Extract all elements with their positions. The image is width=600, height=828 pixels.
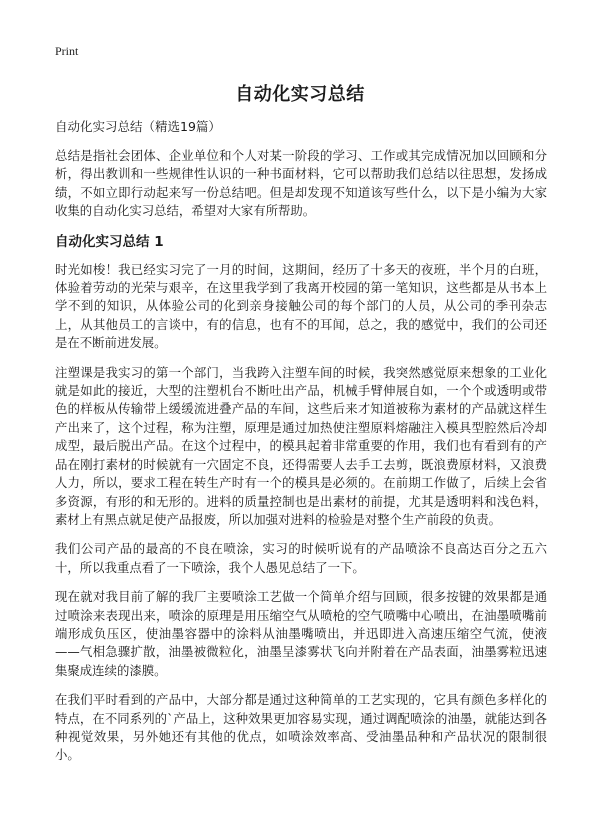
body-paragraph-4: 现在就对我目前了解的我厂主要喷涂工艺做一个简单介绍与回顾，很多按键的效果都是通过喷涂来表现出来，喷涂的原理是用压缩空气从喷枪的空气喷嘴中心喷出，在油墨喷嘴前端形成负压区，使油墨容器中的涂料从油墨嘴喷出，并迅即进入高速压缩空气流，使液——气相急骤扩散，油墨被微粒化，油墨呈漆雾状飞向并附着在产品表面，油墨雾粒迅速集聚成连续的漆膜。: [55, 589, 547, 678]
body-paragraph-3: 我们公司产品的最高的不良在喷涂，实习的时候听说有的产品喷涂不良高达百分之五六十，所以我重点看了一下喷涂，我个人愚见总结了一下。: [55, 541, 547, 575]
document-body: [55, 118, 547, 776]
intro-paragraph: 总结是指社会团体、企业单位和个人对某一阶段的学习、工作或其完成情况加以回顾和分析，得出教训和一些规律性认识的一种书面材料，它可以帮助我们总结以往思想，发扬成绩，不如立即行动起来写一份总结吧。但是却发现不知道该写些什么，以下是小编为大家收集的自动化实习总结，希望对大家有所帮助。: [55, 148, 547, 219]
body-paragraph-5: 在我们平时看到的产品中，大部分都是通过这种简单的工艺实现的，它具有颜色多样化的特点，在不同系列的`产品上，这种效果更加容易实现，通过调配喷涂的油墨，就能达到各种视觉效果，另外她还有其他的优点，如喷涂效率高、受油墨品种和产品状况的限制很小。: [55, 692, 547, 763]
body-paragraph-2: 注塑课是我实习的第一个部门，当我跨入注塑车间的时候，我突然感觉原来想象的工业化就是如此的接近，大型的注塑机台不断吐出产品，机械手臂伸展自如，一个个或透明或带色的样板从传输带上缓缓流进叠产品的车间，这些后来才知道被称为素材的产品就这样生产出来了，这个过程，称为注塑，原理是通过加热使注塑原料熔融注入模具型腔然后冷却成型，最后脱出产品。在这个过程中，的模具起着非常重要的作用，我们也有看到有的产品在刚打素材的时候就有一穴固定不良，还得需要人去手工去剪，既浪费原材料，又浪费人力，所以，要求工程在转生产时有一个的模具是必须的。在前期工作做了，后续上会省多资源，有形的和无形的。进料的质量控制也是出素材的前提，尤其是透明料和浅色料，素材上有黑点就足使产品报废，所以加强对进料的检验是对整个生产前段的负责。: [55, 364, 547, 527]
section-heading: 自动化实习总结 1: [55, 233, 164, 250]
document-subtitle: 自动化实习总结（精选19篇）: [55, 119, 221, 134]
print-label[interactable]: Print: [55, 44, 79, 58]
document-title: 自动化实习总结: [235, 84, 365, 105]
body-paragraph-1: 时光如梭！我已经实习完了一月的时间，这期间，经历了十多天的夜班，半个月的白班，体验着劳动的光荣与艰辛，在这里我学到了我离开校园的第一笔知识，这些都是从书本上学不到的知识，从体验公司的化到亲身接触公司的每个部门的人员，从公司的季刊杂志上，从其他员工的言谈中，有的信息，也有不的耳闻，总之，我的感觉中，我们的公司还是在不断前进发展。: [55, 261, 547, 351]
